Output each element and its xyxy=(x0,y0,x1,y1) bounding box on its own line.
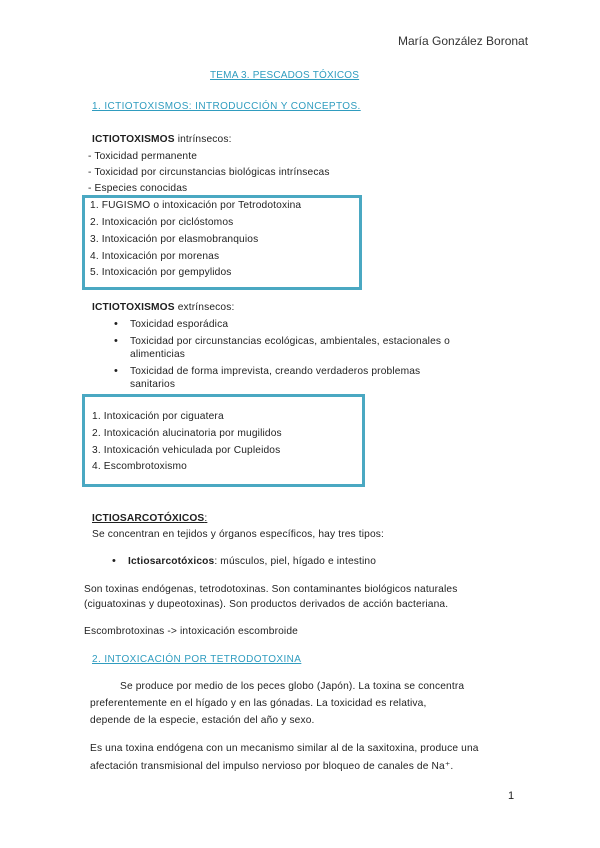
paragraph-line: (ciguatoxinas y dupeotoxinas). Son productos derivados de acción bacteriana. xyxy=(84,599,449,610)
ictiosarco-bullet xyxy=(128,556,376,567)
extrinsic-box-item: 2. Intoxicación alucinatoria por mugilidos xyxy=(92,428,282,439)
intrinsic-box-item: 1. FUGISMO o intoxicación por Tetrodotoxina xyxy=(90,200,302,211)
section-1-heading: 1. ICTIOTOXISMOS: INTRODUCCIÓN Y CONCEPTOS. xyxy=(92,101,361,112)
extrinsic-list-box xyxy=(82,394,365,487)
intrinsic-box-item: 5. Intoxicación por gempylidos xyxy=(90,267,232,278)
intrinsic-bold: ICTIOTOXISMOS xyxy=(92,134,175,145)
author-name: María González Boronat xyxy=(398,34,529,48)
ictiosarco-bullet-bold: Ictiosarcotóxicos xyxy=(128,556,215,567)
extrinsic-bold: ICTIOTOXISMOS xyxy=(92,302,175,313)
intrinsic-item: - Toxicidad por circunstancias biológicas intrínsecas xyxy=(88,167,330,178)
page-title: TEMA 3. PESCADOS TÓXICOS xyxy=(210,70,360,81)
ictiosarco-heading-colon: : xyxy=(204,513,208,524)
paragraph-line: Se produce por medio de los peces globo (Japón). La toxina se concentra xyxy=(120,681,465,692)
intrinsic-subheading xyxy=(92,134,232,145)
section-2-heading: 2. INTOXICACIÓN POR TETRODOTOXINA xyxy=(92,654,302,665)
intrinsic-box-item: 3. Intoxicación por elasmobranquios xyxy=(90,234,259,245)
intrinsic-item: - Especies conocidas xyxy=(88,183,188,194)
extrinsic-bullet: • Toxicidad esporádica xyxy=(130,319,228,330)
paragraph-line: preferentemente en el hígado y en las gónadas. La toxicidad es relativa, xyxy=(90,698,427,709)
paragraph-line: afectación transmisional del impulso nervioso por bloqueo de canales de Na⁺. xyxy=(90,761,454,772)
ictiosarco-heading xyxy=(92,513,207,524)
extrinsic-bullet-cont: alimenticias xyxy=(130,349,186,360)
paragraph-line: Es una toxina endógena con un mecanismo similar al de la saxitoxina, produce una xyxy=(90,743,479,754)
paragraph-line: Son toxinas endógenas, tetrodotoxinas. Son contaminantes biológicos naturales xyxy=(84,584,458,595)
ictiosarco-intro: Se concentran en tejidos y órganos específicos, hay tres tipos: xyxy=(92,529,385,540)
escombro-line: Escombrotoxinas -> intoxicación escombroide xyxy=(84,626,298,637)
intrinsic-item: - Toxicidad permanente xyxy=(88,151,198,162)
extrinsic-subheading xyxy=(92,302,234,313)
extrinsic-bullet: • Toxicidad de forma imprevista, creando verdaderos problemas xyxy=(130,366,420,377)
extrinsic-rest: extrínsecos: xyxy=(174,302,235,313)
page-number: 1 xyxy=(508,790,515,802)
extrinsic-bullet: • Toxicidad por circunstancias ecológicas, ambientales, estacionales o xyxy=(130,336,450,347)
ictiosarco-heading-text: ICTIOSARCOTÓXICOS xyxy=(92,513,205,524)
extrinsic-box-item: 3. Intoxicación vehiculada por Cupleidos xyxy=(92,445,281,456)
ictiosarco-bullet-rest: : músculos, piel, hígado e intestino xyxy=(214,556,377,567)
intrinsic-box-item: 2. Intoxicación por ciclóstomos xyxy=(90,217,234,228)
extrinsic-bullet-cont: sanitarios xyxy=(130,379,176,390)
extrinsic-box-item: 4. Escombrotoxismo xyxy=(92,461,187,472)
intrinsic-box-item: 4. Intoxicación por morenas xyxy=(90,251,220,262)
extrinsic-box-item: 1. Intoxicación por ciguatera xyxy=(92,411,224,422)
intrinsic-rest: intrínsecos: xyxy=(174,134,232,145)
paragraph-line: depende de la especie, estación del año y sexo. xyxy=(90,715,315,726)
